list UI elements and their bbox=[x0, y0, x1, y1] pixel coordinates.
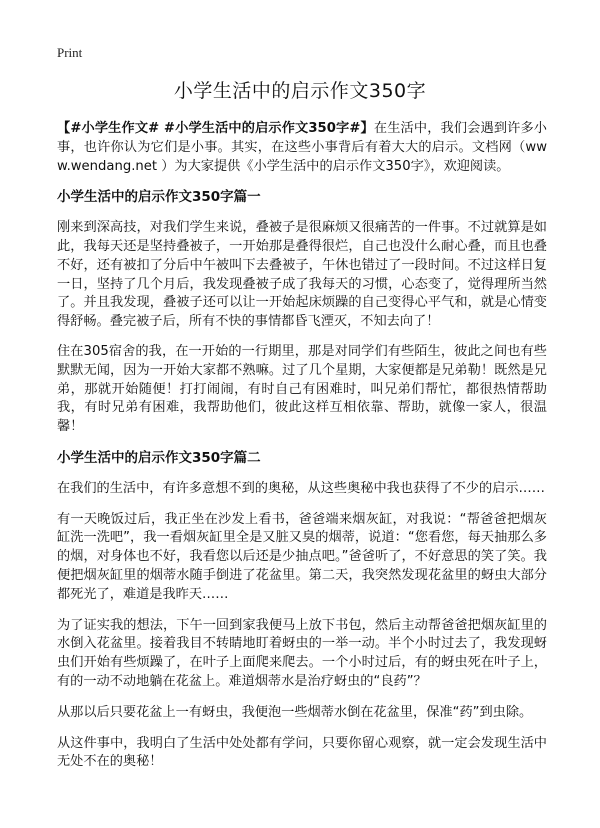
intro-tags: 【#小学生作文# #小学生活中的启示作文350字#】 bbox=[57, 121, 374, 136]
section2-paragraph: 从这件事中，我明白了生活中处处都有学问，只要你留心观察，就一定会发现生活中无处不在的奥秘！ bbox=[57, 735, 547, 770]
article-body bbox=[57, 120, 547, 781]
intro-paragraph bbox=[57, 120, 547, 176]
section1-heading: 小学生活中的启示作文350字篇一 bbox=[57, 189, 261, 206]
page-title: 小学生活中的启示作文350字 bbox=[173, 80, 427, 102]
print-label[interactable]: Print bbox=[57, 45, 83, 60]
section2-paragraph: 为了证实我的想法，下午一回到家我便马上放下书包，然后主动帮爸爸把烟灰缸里的水倒入花盆里。接着我目不转睛地盯着蚜虫的一举一动。半个小时过去了，我发现蚜虫们开始有些烦躁了，在叶子上面爬来爬去。一个小时过后，有的蚜虫死在叶子上，有的一动不动地躺在花盆上。难道烟蒂水是治疗蚜虫的“良药”？ bbox=[57, 617, 547, 689]
section1-paragraph: 刚来到深高技，对我们学生来说，叠被子是很麻烦又很痛苦的一件事。不过就算是如此，我每天还是坚持叠被子，一开始那是叠得很烂，自己也没什么耐心叠，而且也叠不好，还有被扣了分后中午被叫下去叠被子，午休也错过了一段时间。不过这样日复一日，坚持了几个月后，我发现叠被子成了我每天的习惯，心态变了，觉得理所当然了。并且我发现，叠被子还可以让一开始起床烦躁的自己变得心平气和，就是心情变得舒畅。叠完被子后，所有不快的事情都昏飞湮灭，不知去向了！ bbox=[57, 220, 547, 330]
intro-text: 在生活中，我们会遇到许多小事，也许你认为它们是小事。其实，在这些小事背后有着大大的启示。文档网（www.wendang.net ）为大家提供《小学生活中的启示作文350字》，欢迎阅读。 bbox=[57, 121, 547, 174]
section1-paragraph: 住在305宿舍的我，在一开始的一行期里，那是对同学们有些陌生，彼此之间也有些默默无闻，因为一开始大家都不熟嘛。过了几个星期，大家便都是兄弟勒！既然是兄弟，那就开始随便！打打闹闹，有时自己有困难时，叫兄弟们帮忙，都很热情帮助我，有时兄弟有困难，我帮助他们，彼此这样互相依靠、帮助，就像一家人，很温馨！ bbox=[57, 343, 547, 435]
section2-heading: 小学生活中的启示作文350字篇二 bbox=[57, 449, 261, 466]
section2-paragraph: 在我们的生活中，有许多意想不到的奥秘，从这些奥秘中我也获得了不少的启示…… bbox=[57, 480, 545, 496]
section2-paragraph: 有一天晚饭过后，我正坐在沙发上看书，爸爸端来烟灰缸，对我说：“帮爸爸把烟灰缸洗一洗吧”，我一看烟灰缸里全是又脏又臭的烟蒂，说道：“您看您，每天抽那么多的烟，对身体也不好，我看您以后还是少抽点吧。”爸爸听了，不好意思的笑了笑。我便把烟灰缸里的烟蒂水随手倒进了花盆里。第二天，我突然发现花盆里的蚜虫大部分都死光了，难道是我昨天…… bbox=[57, 511, 547, 602]
section2-paragraph: 从那以后只要花盆上一有蚜虫，我便泡一些烟蒂水倒在花盆里，保准“药”到虫除。 bbox=[57, 704, 533, 720]
